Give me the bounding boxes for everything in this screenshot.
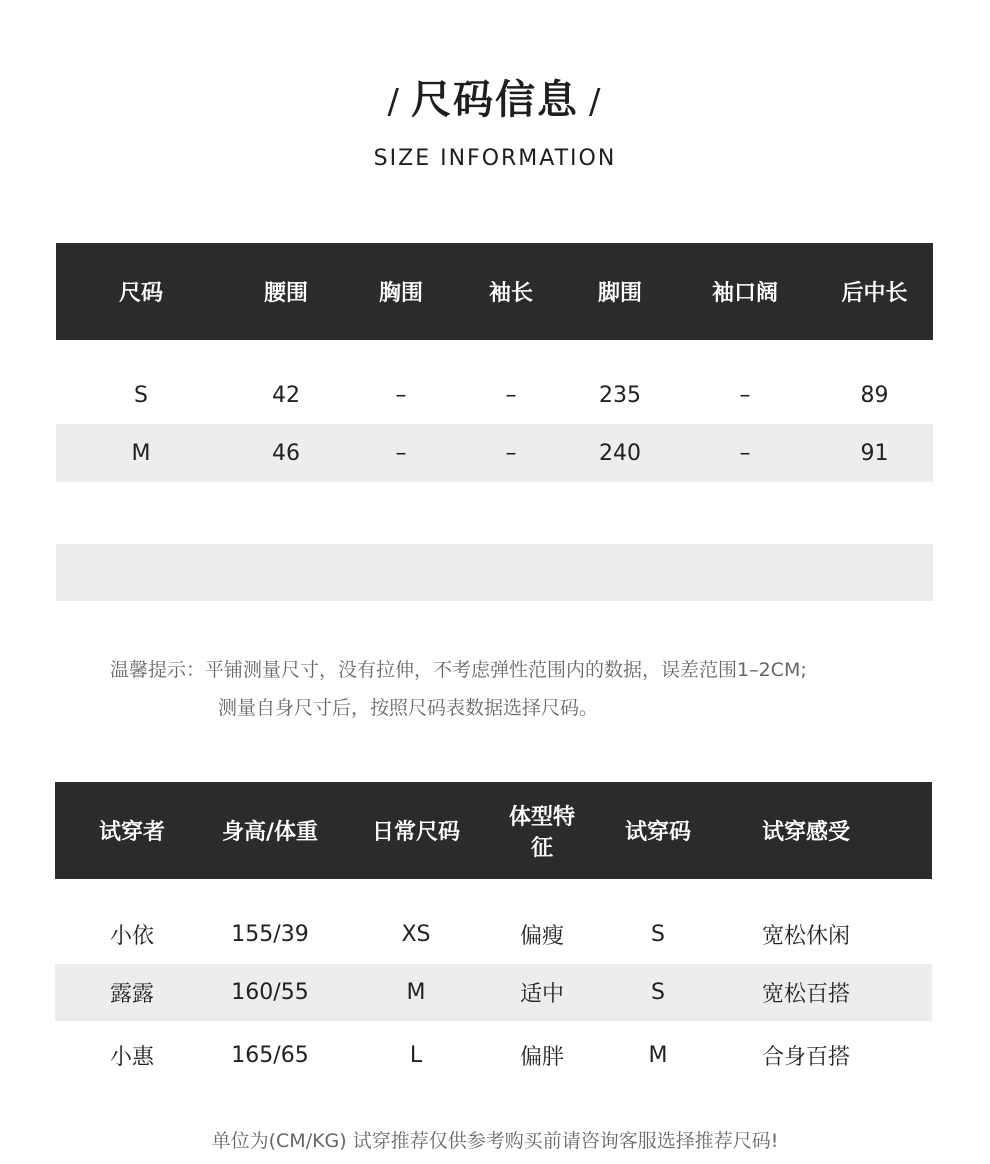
table-row [56,366,933,424]
cell: 宽松百搭 [761,982,850,1007]
cell: 42 [272,382,300,408]
cell: – [395,382,407,408]
cell: XS [401,922,431,947]
cell: 适中 [519,982,564,1007]
cell: 小惠 [109,1044,154,1070]
cell: 小依 [109,924,154,949]
cell: 46 [272,440,300,466]
tip-line-2: 测量自身尺寸后，按照尺码表数据选择尺码。 [218,697,599,719]
cell: 91 [860,440,889,466]
header-body-type: 体型特征 [508,804,575,861]
cell: 偏胖 [519,1044,564,1070]
size-table [56,243,933,482]
cell: – [739,440,751,466]
cell: M [131,440,151,466]
cell: – [505,382,517,408]
header-sleeve: 袖长 [488,281,533,306]
cell: 235 [599,382,641,408]
cell: S [134,382,148,408]
cell: M [648,1042,668,1068]
header-waist: 腰围 [263,281,308,306]
cell: 宽松休闲 [761,924,850,949]
tryon-table [55,782,932,1089]
cell: L [409,1042,423,1068]
header-cuff: 袖口阔 [711,281,778,306]
title-text: 尺码信息 [411,77,579,123]
footer-note: 单位为(CM/KG) 试穿推荐仅供参考购买前请咨询客服选择推荐尺码! [211,1130,779,1152]
cell: 偏瘦 [519,924,564,949]
cell: 合身百搭 [761,1044,850,1070]
header-tryon-size: 试穿码 [624,820,691,845]
empty-table-row [56,544,933,601]
cell: M [406,980,426,1005]
table-row [55,905,932,964]
header-hem: 脚围 [597,281,642,306]
cell: 240 [599,440,641,466]
cell: 160/55 [231,980,309,1005]
header-height-weight: 身高/体重 [221,820,319,845]
page-title [0,70,990,132]
header-back-length: 后中长 [841,281,908,306]
cell: – [505,440,517,466]
tryon-table-header [55,782,932,879]
size-info-header [0,70,990,171]
cell: 155/39 [231,922,309,947]
size-table-header [56,243,933,340]
cell: – [739,382,751,408]
header-tester: 试穿者 [98,820,165,845]
title-slash-left: / [387,82,401,122]
cell: 露露 [109,982,154,1007]
cell: 89 [860,382,889,408]
cell: – [395,440,407,466]
header-chest: 胸围 [378,281,423,306]
measurement-tip [110,651,807,727]
tip-line-1: 温馨提示：平铺测量尺寸，没有拉伸，不考虑弹性范围内的数据，误差范围1–2CM; [110,659,807,681]
table-row [55,1021,932,1089]
title-slash-right: / [589,82,603,122]
header-usual-size: 日常尺码 [371,820,460,845]
header-size: 尺码 [118,281,163,306]
page-subtitle: SIZE INFORMATION [373,146,617,171]
cell: S [651,980,665,1005]
table-row [55,964,932,1021]
header-feeling: 试穿感受 [761,820,850,845]
cell: 165/65 [231,1042,309,1068]
cell: S [651,922,665,947]
table-row [56,424,933,482]
